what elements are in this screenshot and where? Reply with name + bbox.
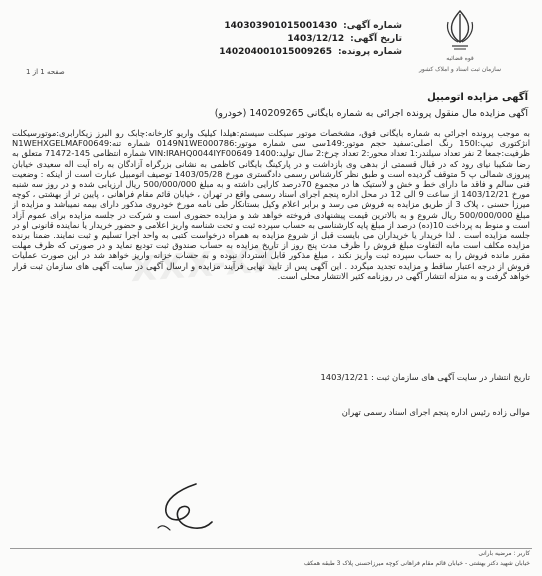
footer-divider <box>10 548 532 549</box>
handwritten-signature-icon <box>148 478 218 538</box>
notice-body: به موجب پرونده اجرائی به شماره بایگانی فوق، مشخصات موتور سیکلت سیستم:هیلدا کیلیک واریو کارخانه:چابک رو البرز زیکارابری:موتورسیکلت انژکتوری تیپ:150I رنگ اصلی:سفید حجم موتور:149سی سی شماره موتور:0149N1WE000786 شماره تنه:N1WEHXGELMAF00649 ظرفیت:جمعا 2 نفر تعداد سیلندر:1 تعداد محور:2 تعداد چرخ:2 سال تولید:1400 VIN:IRAHQ0044IYF00649 شماره انتظامی 145-71472 متعلق به رضا شکیبا نیای رود که در قبال قسمتی از بدهی وی بازداشت و در پارکینگ بایگانی کاظمی به نشانی بزرگراه آزادگان به راه آیت اله سعیدی خیابان پیروزی شمالی پ 5 متوقف گردیده است و طبق نظر کارشناس رسمی دادگستری مورخ 1403/05/28 توصیف اتومبیل عبارت است از اینکه : وضعیت فنی سالم و فاقد ما دارای خط و خش و لاستیک ها در مجموع 70درصد کارایی داشته و به مبلغ 500/000/000 ریال ارزیابی شده و در روز سه شنبه مورخ 1403/12/21 از ساعت 9 الی 12 در محل اداره پنجم اجرای اسناد رسمی واقع در تهران ، خیابان قائم مقام فراهانی ، پایین تر از بهشتی ، کوچه میرزا حسنی ، پلاک 3 از طریق مزایده به فروش می رسد و برابر اعلام وکیل بستانکار طی نامه مورخ خودروی مذکور دارای بیمه نمیباشد و مزایده از مبلغ 500/000/000 ریال شروع و به بالاترین قیمت پیشنهادی فروخته خواهد شد و مزایده حضوری است و شرکت در جلسه مزایده برای عموم آزاد است و منوط به پرداخت 10(ده) درصد از مبلغ پایه کارشناسی به حساب سپرده ثبت و تحت شناسه واریز اعلامی و حضور خریدار یا نماینده قانونی او در جلسه مزایده است . لذا خریدار یا خریداران می بایست قبل از شروع مزایده به همراه درخواست کتبی به واحد اجرا تسلیم و ثبت نمایند. ضمنا برنده مزایده مکلف است مابه التفاوت مبلغ فروش را ظرف مدت پنج روز از تاریخ مزایده به حساب صندوق ثبت تودیع نماید و در صورتی که ظرف مهلت مقرر مانده فروش را به حساب سپرده ثبت واریز نکند ، مبلغ مذکور قابل استرداد نبوده و به حساب خزانه واریز خواهد شد در این صورت عملیات فروش از درجه اعتبار ساقط و مزایده تجدید میگردد . این آگهی پس از تایید نهایی فرآیند مزایده و ارسال آگهی در سایت آگهی های سازمان ثبت قرار خواهد گرفت و به منزله انتشار آگهی در روزنامه کثیر الانتشار محلی است. <box>12 128 530 281</box>
publication-date-line <box>12 372 530 382</box>
notice-date: 1403/12/12 <box>287 34 345 44</box>
notice-date-label: تاریخ آگهی: <box>350 34 402 44</box>
notice-number-row <box>102 20 402 33</box>
notice-subtitle: آگهی مزایده مال منقول پرونده اجرائی به شماره بایگانی 140209265 (خودرو) <box>214 108 528 119</box>
footer-user: کاربر : مرضیه بارانی <box>478 550 530 557</box>
notice-number: 140303901015001430 <box>224 21 338 31</box>
signatory: موالی زاده رئیس اداره پنجم اجرای اسناد رسمی تهران <box>341 407 530 417</box>
publication-date: 1403/12/21 <box>320 372 369 382</box>
org-line1: قوه قضائیه <box>446 55 474 62</box>
file-number: 140204001015009265 <box>219 47 333 57</box>
notice-title: آگهی مزایده اتومبیل <box>427 92 528 103</box>
notice-number-label: شماره آگهی: <box>343 21 402 31</box>
notice-date-row <box>102 33 402 46</box>
org-line2: سازمان ثبت اسناد و املاک کشور <box>418 66 502 73</box>
publication-date-label: تاریخ انتشار در سایت آگهی های سازمان ثبت : <box>371 372 530 382</box>
header-meta <box>102 20 402 59</box>
file-number-label: شماره پرونده: <box>338 47 402 57</box>
page-number: صفحه 1 از 1 <box>26 68 65 76</box>
iran-emblem-icon <box>440 8 480 52</box>
watermark: XXX-XX <box>128 239 283 291</box>
organization-block <box>400 8 520 74</box>
file-number-row <box>102 46 402 59</box>
footer-address: خیابان شهید دکتر بهشتی - خیابان قائم مقام فراهانی کوچه میرزاحسنی پلاک 3 طبقه همکف <box>303 560 530 567</box>
